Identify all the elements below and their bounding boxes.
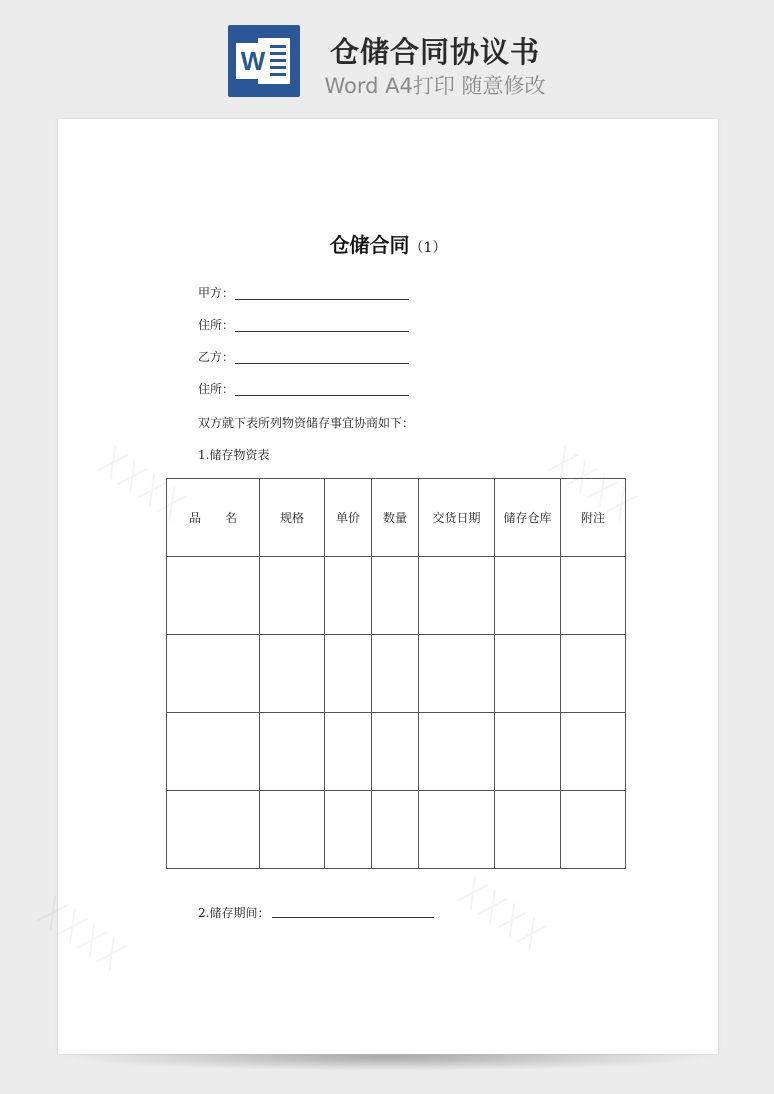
- table-cell[interactable]: [495, 791, 561, 869]
- table-cell[interactable]: [167, 713, 260, 791]
- table-cell[interactable]: [372, 557, 419, 635]
- header-cell-quantity: 数量: [372, 479, 419, 557]
- table-cell[interactable]: [419, 635, 495, 713]
- table-cell[interactable]: [561, 791, 626, 869]
- storage-period-underline[interactable]: [272, 916, 434, 918]
- page-header: [0, 0, 774, 110]
- address-b-field: [198, 382, 234, 396]
- table-cell[interactable]: [167, 635, 260, 713]
- table-cell[interactable]: [419, 713, 495, 791]
- header-subtitle: Word A4打印 随意修改: [324, 74, 546, 98]
- table-cell[interactable]: [325, 791, 372, 869]
- table-cell[interactable]: [419, 557, 495, 635]
- logo-letter: W: [236, 43, 270, 79]
- field-label: 甲方：: [198, 286, 235, 300]
- table-row: [167, 557, 626, 635]
- party-a-underline[interactable]: [235, 298, 409, 300]
- table-cell[interactable]: [325, 635, 372, 713]
- header-cell-price: 单价: [325, 479, 372, 557]
- table-cell[interactable]: [495, 635, 561, 713]
- table-header-row: [167, 479, 626, 557]
- table-cell[interactable]: [561, 557, 626, 635]
- table-cell[interactable]: [167, 791, 260, 869]
- document-title-number: （1）: [409, 240, 447, 256]
- table-row: [167, 713, 626, 791]
- document-title-text: 仓储合同: [329, 233, 410, 257]
- field-label: 住所：: [198, 318, 235, 332]
- word-logo-icon: [228, 25, 300, 97]
- document-title: [58, 229, 718, 258]
- table-cell[interactable]: [325, 713, 372, 791]
- table-cell[interactable]: [372, 713, 419, 791]
- table-row: [167, 635, 626, 713]
- header-title: 仓储合同协议书: [329, 35, 540, 69]
- watermark: [457, 877, 546, 952]
- table-cell[interactable]: [372, 791, 419, 869]
- section-1-heading: 1.储存物资表: [198, 448, 270, 462]
- header-cell-name: 品 名: [167, 479, 260, 557]
- field-label: 乙方：: [198, 350, 235, 364]
- table-cell[interactable]: [260, 557, 325, 635]
- table-cell[interactable]: [419, 791, 495, 869]
- address-a-field: [198, 318, 234, 332]
- header-cell-warehouse: 储存仓库: [495, 479, 561, 557]
- section-2-heading: 2.储存期间：: [198, 906, 270, 920]
- table-cell[interactable]: [325, 557, 372, 635]
- table-cell[interactable]: [260, 713, 325, 791]
- field-label: 住所：: [198, 382, 235, 396]
- party-b-field: [198, 350, 234, 364]
- header-cell-notes: 附注: [561, 479, 626, 557]
- table-cell[interactable]: [561, 635, 626, 713]
- intro-paragraph: 双方就下表所列物资储存事宜协商如下：: [198, 416, 415, 430]
- party-b-underline[interactable]: [235, 362, 409, 364]
- goods-table: [166, 478, 626, 869]
- table-cell[interactable]: [495, 713, 561, 791]
- address-a-underline[interactable]: [235, 330, 409, 332]
- table-cell[interactable]: [167, 557, 260, 635]
- header-cell-spec: 规格: [260, 479, 325, 557]
- table-cell[interactable]: [495, 557, 561, 635]
- watermark: [37, 897, 126, 972]
- party-a-field: [198, 286, 234, 300]
- table-cell[interactable]: [260, 635, 325, 713]
- table-cell[interactable]: [561, 713, 626, 791]
- table-cell[interactable]: [372, 635, 419, 713]
- header-cell-delivery-date: 交货日期: [419, 479, 495, 557]
- table-cell[interactable]: [260, 791, 325, 869]
- document-page: [58, 119, 718, 1054]
- address-b-underline[interactable]: [235, 394, 409, 396]
- table-row: [167, 791, 626, 869]
